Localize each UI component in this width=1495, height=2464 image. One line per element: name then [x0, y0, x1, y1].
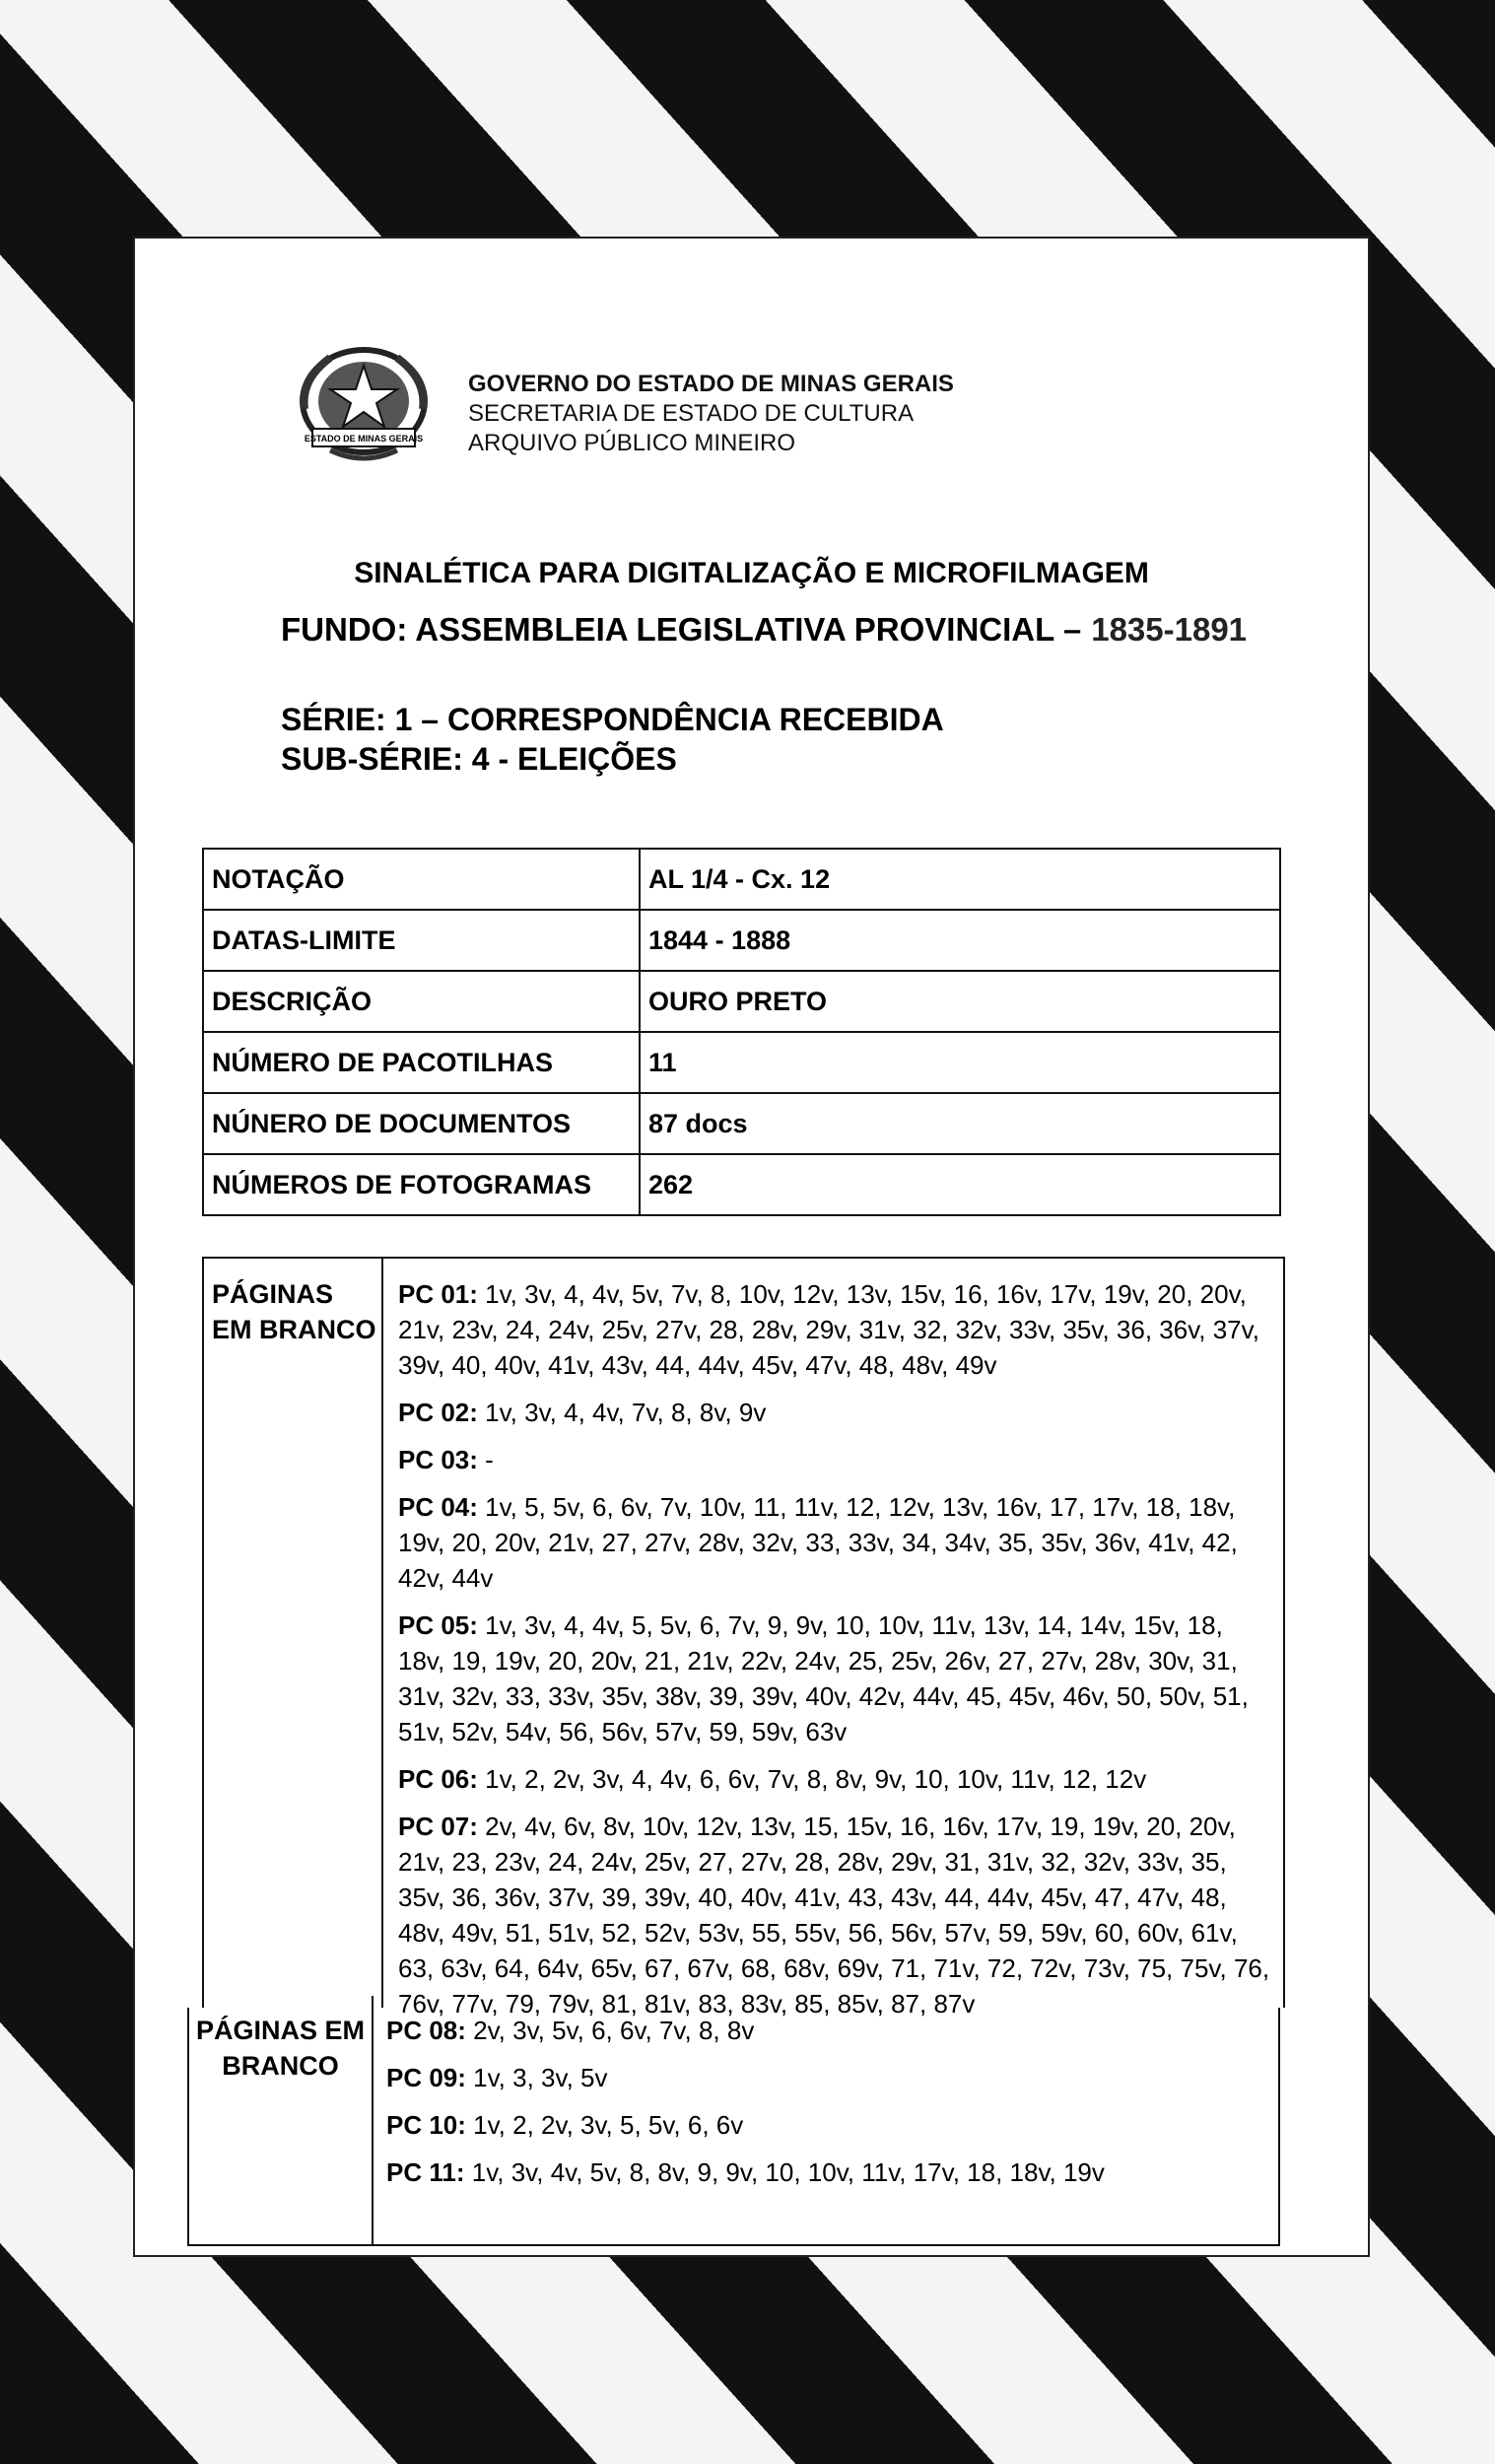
pc-code: PC 07: — [398, 1812, 478, 1841]
row-label: NÚMEROS DE FOTOGRAMAS — [203, 1154, 640, 1215]
pc-code: PC 10: — [386, 2110, 466, 2140]
table-row — [203, 1032, 1280, 1093]
pc-pages: - — [485, 1445, 494, 1474]
pc-code: PC 04: — [398, 1492, 478, 1522]
pc-pages: 1v, 3v, 4, 4v, 7v, 8, 8v, 9v — [485, 1398, 767, 1427]
list-item — [398, 1442, 1270, 1477]
pc-pages: 1v, 5, 5v, 6, 6v, 7v, 10v, 11, 11v, 12, 12v, 13v, 16v, 17, 17v, 18, 18v, 19v, 20, 20v, 21v, 27, 27v, 28v, 32v, 33, 33v, 34, 34v, 35, 35v, 36v, 41v, 42, 42v, 44v — [398, 1492, 1238, 1593]
row-label: DESCRIÇÃO — [203, 971, 640, 1032]
pc-code: PC 05: — [398, 1610, 478, 1640]
document-sheet — [133, 237, 1370, 2257]
header-line-government: GOVERNO DO ESTADO DE MINAS GERAIS — [468, 371, 954, 397]
row-label: NÚMERO DE PACOTILHAS — [203, 1032, 640, 1093]
pc-pages: 1v, 3v, 4v, 5v, 8, 8v, 9, 9v, 10, 10v, 11v, 17v, 18, 18v, 19v — [471, 2157, 1105, 2187]
series-block — [281, 700, 944, 779]
table-row — [203, 1154, 1280, 1215]
header-line-archive: ARQUIVO PÚBLICO MINEIRO — [468, 430, 796, 456]
fundo-years: 1835-1891 — [1091, 611, 1248, 648]
row-label: NOTAÇÃO — [203, 849, 640, 910]
list-item — [386, 2155, 1263, 2190]
table-row — [203, 1093, 1280, 1154]
row-value: AL 1/4 - Cx. 12 — [640, 849, 1280, 910]
letterhead — [291, 340, 1079, 478]
fundo-label: FUNDO: ASSEMBLEIA LEGISLATIVA PROVINCIAL – — [281, 611, 1082, 648]
info-table — [202, 848, 1281, 1216]
table-row — [203, 849, 1280, 910]
list-item — [398, 1761, 1270, 1797]
seal-text: ESTADO DE MINAS GERAIS — [304, 434, 424, 444]
blank-pages-list — [386, 2013, 1263, 2202]
pc-pages: 2v, 3v, 5v, 6, 6v, 7v, 8, 8v — [473, 2016, 755, 2045]
row-value: 262 — [640, 1154, 1280, 1215]
blank-pages-box — [202, 1257, 1285, 2019]
blank-pages-label: PÁGINAS EM BRANCO — [195, 2016, 366, 2081]
document-title: SINALÉTICA PARA DIGITALIZAÇÃO E MICROFILMAGEM — [354, 557, 1149, 589]
row-value: 1844 - 1888 — [640, 910, 1280, 971]
row-label: DATAS-LIMITE — [203, 910, 640, 971]
list-item — [398, 1809, 1270, 2021]
pc-pages: 1v, 3v, 4, 4v, 5, 5v, 6, 7v, 9, 9v, 10, 10v, 11v, 13v, 14, 14v, 15v, 18, 18v, 19, 19v, 20, 20v, 21, 21v, 22v, 24v, 25, 25v, 26v, 27, 27v, 28v, 30v, 31, 31v, 32v, 33, 33v, 35v, 38v, 39, 39v, 40v, 42v, 44v, 45, 45v, 46v, 50, 50v, 51, 51v, 52v, 54v, 56, 56v, 57v, 59, 59v, 63v — [398, 1610, 1249, 1746]
state-seal-emblem — [291, 340, 437, 468]
pc-pages: 2v, 4v, 6v, 8v, 10v, 12v, 13v, 15, 15v, 16, 16v, 17v, 19, 19v, 20, 20v, 21v, 23, 23v, 24, 24v, 25v, 27, 27v, 28, 28v, 29v, 31, 31v, 32, 32v, 33v, 35, 35v, 36, 36v, 37v, 39, 39v, 40, 40v, 41v, 43, 43v, 44, 44v, 45v, 47, 47v, 48, 48v, 49v, 51, 51v, 52, 52v, 53v, 55, 55v, 56, 56v, 57v, 59, 59v, 60, 60v, 61v, 63, 63v, 64, 64v, 65v, 67, 67v, 68, 68v, 69v, 71, 71v, 72, 72v, 73v, 75, 75v, 76, 76v, 77v, 79, 79v, 81, 81v, 83, 83v, 85, 85v, 87, 87v — [398, 1812, 1270, 2019]
pc-code: PC 08: — [386, 2016, 466, 2045]
pc-code: PC 02: — [398, 1398, 478, 1427]
serie-line: SÉRIE: 1 – CORRESPONDÊNCIA RECEBIDA — [281, 702, 944, 737]
row-value: 11 — [640, 1032, 1280, 1093]
pc-code: PC 09: — [386, 2063, 466, 2092]
blank-pages-box-continued — [187, 2008, 1280, 2246]
pc-code: PC 01: — [398, 1279, 478, 1309]
list-item — [386, 2060, 1263, 2095]
pc-pages: 1v, 3, 3v, 5v — [473, 2063, 608, 2092]
row-value: 87 docs — [640, 1093, 1280, 1154]
list-item — [386, 2013, 1263, 2048]
list-item — [398, 1276, 1270, 1383]
pc-pages: 1v, 3v, 4, 4v, 5v, 7v, 8, 10v, 12v, 13v, 15v, 16, 16v, 17v, 19v, 20, 20v, 21v, 23v, 24, 24v, 25v, 27v, 28, 28v, 29v, 31v, 32, 32v, 33v, 35v, 36, 36v, 37v, 39v, 40, 40v, 41v, 43v, 44, 44v, 45v, 47v, 48, 48v, 49v — [398, 1279, 1259, 1380]
table-row — [203, 910, 1280, 971]
pc-code: PC 03: — [398, 1445, 478, 1474]
pc-code: PC 11: — [386, 2157, 465, 2187]
column-divider — [381, 1259, 383, 2008]
header-line-secretariat: SECRETARIA DE ESTADO DE CULTURA — [468, 400, 915, 427]
list-item — [398, 1395, 1270, 1430]
row-label: NÚNERO DE DOCUMENTOS — [203, 1093, 640, 1154]
row-value: OURO PRETO — [640, 971, 1280, 1032]
list-item — [398, 1608, 1270, 1749]
column-divider — [372, 1996, 374, 2244]
fundo-line — [281, 611, 1247, 649]
list-item — [386, 2107, 1263, 2143]
subserie-line: SUB-SÉRIE: 4 - ELEIÇÕES — [281, 741, 677, 777]
pc-pages: 1v, 2, 2v, 3v, 4, 4v, 6, 6v, 7v, 8, 8v, 9v, 10, 10v, 11v, 12, 12v — [485, 1764, 1147, 1794]
list-item — [398, 1489, 1270, 1596]
pc-pages: 1v, 2, 2v, 3v, 5, 5v, 6, 6v — [473, 2110, 744, 2140]
blank-pages-list — [398, 1276, 1270, 2033]
pc-code: PC 06: — [398, 1764, 478, 1794]
table-row — [203, 971, 1280, 1032]
blank-pages-label: PÁGINAS EM BRANCO — [212, 1279, 376, 1344]
